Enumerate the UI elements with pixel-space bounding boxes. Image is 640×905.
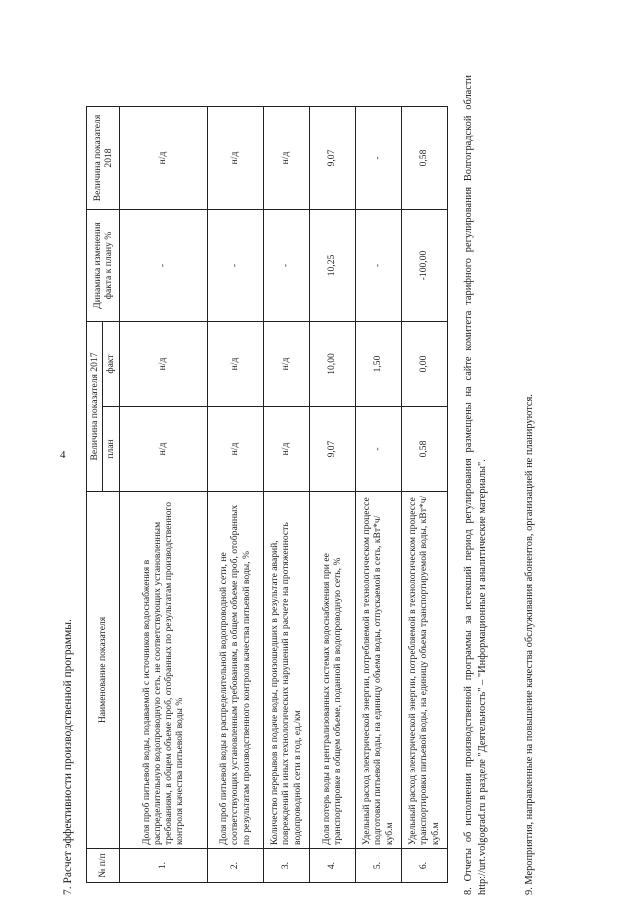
row-plan: - [355,407,401,492]
row-dynamics: 10,25 [309,209,355,321]
row-dynamics: - [207,209,263,321]
row-fact: 0,00 [401,321,447,406]
row-fact: 10,00 [309,321,355,406]
header-fact: факт [103,321,119,406]
row-dynamics: - [263,209,309,321]
page-number: 4 [60,449,66,461]
header-value-2017: Величина показателя 2017 [87,321,103,491]
row-fact: 1,50 [355,321,401,406]
header-name: Наименование показателя [87,492,120,849]
row-plan: н/д [207,407,263,492]
row-num: 2. [207,849,263,883]
efficiency-table [86,106,448,883]
table-row [207,106,263,882]
row-value-2018: н/д [207,106,263,209]
row-dynamics: - [119,209,207,321]
row-fact: н/д [119,321,207,406]
rotated-page-content [60,65,580,895]
section-8-text: 8. Отчеты об исполнении производственной программы за истекший период регулирования размещены на сайте комитета тарифного регулирования Волгоградской области http://urt.volgograd.ru в разделе "Деятельность" – "Информационные и аналитические материалы". [463,75,489,895]
table-row [119,106,207,882]
row-name: Доля проб питьевой воды в распределительной водопроводной сети, не соответствующих установленным требованиям, в общем объеме проб, отобранных по результатам производственного контроля качества питьевой воды, % [207,492,263,849]
row-dynamics: -100,00 [401,209,447,321]
row-plan: н/д [263,407,309,492]
row-num: 4. [309,849,355,883]
row-name: Доля проб питьевой воды, подаваемой с источников водоснабжения в распределительную водопроводную сеть, не соответствующих установленным требованиям, в общем объеме проб, отобранных по результатам производственного контроля качества питьевой воды % [119,492,207,849]
row-value-2018: н/д [263,106,309,209]
row-name: Удельный расход электрической энергии, потребляемой в технологическом процессе подготовки питьевой воды, на единицу объема воды, отпускаемой в сеть, кВт*ч/куб.м [355,492,401,849]
header-dynamics: Динамика изменения факта к плану % [87,209,120,321]
table-row [263,106,309,882]
row-num: 1. [119,849,207,883]
row-value-2018: - [355,106,401,209]
row-num: 5. [355,849,401,883]
row-num: 6. [401,849,447,883]
row-fact: н/д [207,321,263,406]
row-plan: 9,07 [309,407,355,492]
row-value-2018: 0,58 [401,106,447,209]
section-7-title: 7. Расчет эффективности производственной программы. [62,619,74,895]
row-dynamics: - [355,209,401,321]
row-num: 3. [263,849,309,883]
row-value-2018: н/д [119,106,207,209]
header-value-2018: Величина показателя 2018 [87,106,120,209]
row-value-2018: 9,07 [309,106,355,209]
section-9-text: 9. Мероприятия, направленные на повышение качества обслуживания абонентов, организацией не планируются. [524,394,535,895]
row-plan: н/д [119,407,207,492]
row-plan: 0,58 [401,407,447,492]
header-plan: план [103,407,119,492]
row-name: Доля потерь воды в централизованных системах водоснабжения при ее транспортировке в общем объеме, поданной в водопроводную сеть, % [309,492,355,849]
table-row [355,106,401,882]
header-num: № п/п [87,849,120,883]
table-row [401,106,447,882]
row-name: Удельный расход электрической энергии, потребляемой в технологическом процессе транспортировки питьевой воды, на единицу объема транспортируемой воды, кВт*ч/куб.м [401,492,447,849]
table-row [309,106,355,882]
row-fact: н/д [263,321,309,406]
row-name: Количество перерывов в подаче воды, произошедших в результате аварий, повреждений и иных технологических нарушений в расчете на протяженность водопроводной сети в год, ед./км [263,492,309,849]
